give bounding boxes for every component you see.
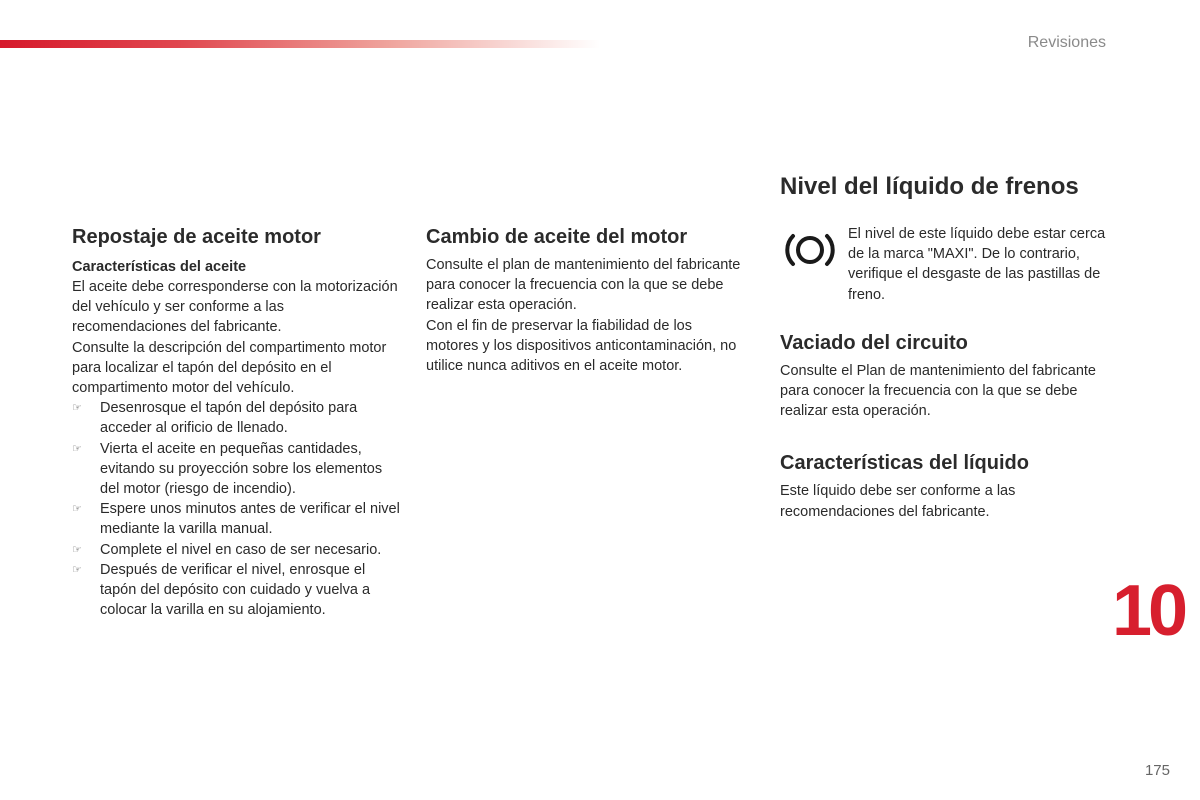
list-item: ☞ Desenrosque el tapón del depósito para acceder al orificio de llenado. [72,400,358,437]
header-accent-bar [0,40,600,48]
page-number: 175 [1144,762,1170,779]
pointing-hand-icon: ☞ [72,442,82,455]
brake-icon-text: El nivel de este líquido debe estar cerca de la marca "MAXI". De lo contrario, verifique el desgaste de las pastillas de freno. [848,226,1106,303]
chapter-number: 10 [1112,571,1185,651]
fluid-characteristics-heading: Características del líquido [780,452,1029,475]
list-item: ☞ Vierta el aceite en pequeñas cantidades, evitando su proyección sobre los elementos del motor (riesgo de incendio). [72,440,383,498]
list-item: ☞ Después de verificar el nivel, enrosque el tapón del depósito con cuidado y vuelva a colocar la varilla en su alojamiento. [72,561,371,619]
list-item: ☞ Espere unos minutos antes de verificar el nivel mediante la varilla manual. [72,501,400,538]
pointing-hand-icon: ☞ [72,503,82,516]
oil-change-paragraph-2: Con el fin de preservar la fiabilidad de los motores y los dispositivos anticontaminación, no utilice nunca aditivos en el aceite motor. [426,317,737,375]
pointing-hand-icon: ☞ [72,402,82,415]
fluid-characteristics-text: Este líquido debe ser conforme a las recomendaciones del fabricante. [780,483,1016,520]
pointing-hand-icon: ☞ [72,543,82,556]
circuit-drain-heading: Vaciado del circuito [780,331,968,354]
oil-characteristics-subheading: Características del aceite [72,259,247,275]
oil-refill-section [72,225,402,620]
oil-steps-list [72,398,402,620]
circuit-drain-text: Consulte el Plan de mantenimiento del fabricante para conocer la frecuencia con la que se debe realizar esta operación. [780,362,1096,420]
running-header: Revisiones [1027,34,1106,51]
oil-paragraph-1: El aceite debe corresponderse con la motorización del vehículo y ser conforme a las recomendaciones del fabricante. [72,279,398,336]
list-item: ☞ Complete el nivel en caso de ser necesario. [72,540,402,560]
oil-change-heading: Cambio de aceite del motor [426,226,688,248]
oil-change-section [426,225,746,376]
brake-fluid-section [780,172,1120,522]
brake-icon-row [780,224,1120,305]
pointing-hand-icon: ☞ [72,563,82,576]
brake-fluid-title: Nivel del líquido de frenos [780,173,1079,200]
brake-warning-icon [780,224,840,276]
oil-change-paragraph-1: Consulte el plan de mantenimiento del fabricante para conocer la frecuencia con la que se debe realizar esta operación. [426,257,741,314]
oil-paragraph-2: Consulte la descripción del compartimento motor para localizar el tapón del depósito en el compartimento motor del vehículo. [72,339,387,397]
oil-refill-heading: Repostaje de aceite motor [72,226,321,248]
